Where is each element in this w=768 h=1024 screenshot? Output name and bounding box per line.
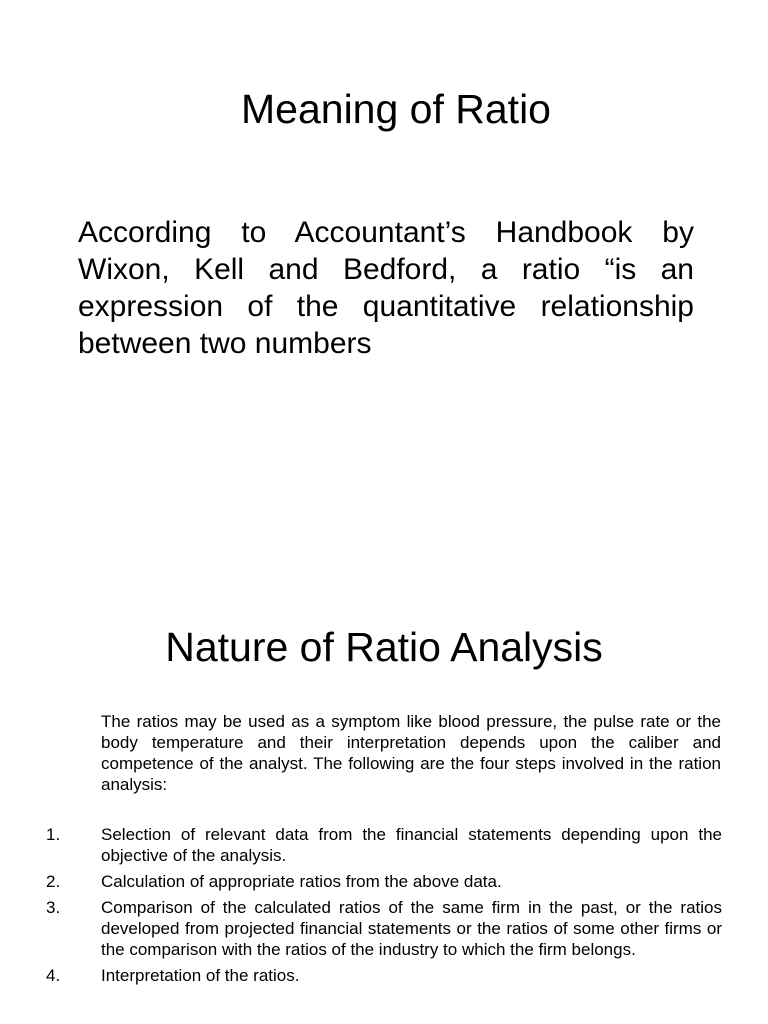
step-number: 1. — [46, 825, 61, 844]
step-number: 4. — [46, 966, 61, 985]
list-item — [46, 871, 722, 892]
ratio-analysis-steps-list — [46, 824, 722, 991]
list-item — [46, 897, 722, 960]
step-text: Calculation of appropriate ratios from the above data. — [101, 872, 502, 891]
meaning-of-ratio-title: Meaning of Ratio — [241, 86, 551, 132]
step-text: Comparison of the calculated ratios of the same firm in the past, or the ratios developed from projected financial statements or the ratios of some other firms or the comparison with the ratios of the industry to which the firm belongs. — [101, 898, 722, 959]
step-text: Interpretation of the ratios. — [101, 966, 300, 985]
step-number: 3. — [46, 898, 61, 917]
nature-of-ratio-analysis-title: Nature of Ratio Analysis — [165, 624, 603, 670]
ratio-definition-paragraph: According to Accountant’s Handbook by Wixon, Kell and Bedford, a ratio “is an expression of the quantitative relationship between two numbers — [78, 216, 694, 360]
ratio-analysis-intro-paragraph: The ratios may be used as a symptom like blood pressure, the pulse rate or the body temperature and their interpretation depends upon the caliber and competence of the analyst. The following are the four steps involved in the ration analysis: — [101, 712, 721, 794]
list-item — [46, 824, 722, 866]
step-text: Selection of relevant data from the financial statements depending upon the objective of the analysis. — [101, 825, 722, 865]
list-item — [46, 965, 722, 986]
step-number: 2. — [46, 872, 61, 891]
